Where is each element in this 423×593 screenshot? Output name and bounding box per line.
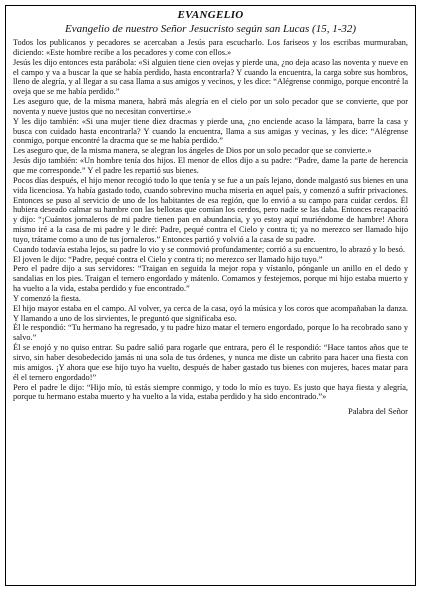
paragraph: Él le respondió: “Tu hermano ha regresado, y tu padre hizo matar el ternero engordado, porque lo ha recobrado sano y salvo.” xyxy=(13,323,408,343)
page-title: EVANGELIO xyxy=(177,9,244,21)
paragraph: Él se enojó y no quiso entrar. Su padre salió para rogarle que entrara, pero él le respondió: “Hace tantos años que te sirvo, sin haber desobedecido jamás ni una sola de tus órdenes, y nunca me diste un cabrito para hacer una fiesta con mis amigos. ¡Y ahora que ese hijo tuyo ha vuelto, después de haber gastado tus bienes con mujeres, haces matar para él el ternero engordado!” xyxy=(13,343,408,382)
paragraph: Pero el padre le dijo: “Hijo mío, tú estás siempre conmigo, y todo lo mío es tuyo. Es justo que haya fiesta y alegría, porque tu hermano estaba muerto y ha vuelto a la vida, estaba perdido y ha sido encontrado.”» xyxy=(13,382,408,402)
reading-body xyxy=(13,38,408,402)
closing-acclamation: Palabra del Señor xyxy=(348,406,408,417)
paragraph: Les aseguro que, de la misma manera, habrá más alegría en el cielo por un solo pecador que se convierte, que por noventa y nueve justos que no necesitan convertirse.» xyxy=(13,97,408,116)
paragraph: Les aseguro que, de la misma manera, se alegran los ángeles de Dios por un solo pecador que se convierte.» xyxy=(13,146,372,156)
paragraph: Jesús dijo también: «Un hombre tenía dos hijos. El menor de ellos dijo a su padre: “Padre, dame la parte de herencia que me corresponde.” Y el padre les repartió sus bienes. xyxy=(13,156,408,175)
paragraph: Y comenzó la fiesta. xyxy=(13,293,81,303)
reading-reference: Evangelio de nuestro Señor Jesucristo según san Lucas (15, 1-32) xyxy=(64,23,357,35)
paragraph: Pocos días después, el hijo menor recogió todo lo que tenía y se fue a un país lejano, donde malgastó sus bienes en una vida licenciosa. Ya había gastado todo, cuando sobrevino mucha miseria en aquel país, y comenzó a sufrir privaciones. Entonces se puso al servicio de uno de los habitantes de esa región, que lo envió a su campo para cuidar cerdos. Él hubiera deseado calmar su hambre con las bellotas que comían los cerdos, pero nadie se las daba. Entonces recapacitó y dijo: “¡Cuántos jornaleros de mi padre tienen pan en abundancia, y yo estoy aquí muriéndome de hambre! Ahora mismo iré a la casa de mi padre y le diré: Padre, pequé contra el Cielo y contra ti; ya no merezco ser llamado hijo tuyo, trátame como a uno de tus jornaleros.” Entonces partió y volvió a la casa de su padre. xyxy=(13,175,408,244)
gospel-reading-card xyxy=(5,5,416,586)
paragraph: El joven le dijo: “Padre, pequé contra el Cielo y contra ti; no merezco ser llamado hijo tuyo.” xyxy=(13,254,323,264)
paragraph: Cuando todavía estaba lejos, su padre lo vio y se conmovió profundamente; corrió a su encuentro, lo abrazó y lo besó. xyxy=(13,244,405,254)
paragraph: Pero el padre dijo a sus servidores: “Traigan en seguida la mejor ropa y vístanlo, pónganle un anillo en el dedo y sandalias en los pies. Traigan el ternero engordado y mátenlo. Comamos y festejemos, porque mi hijo estaba muerto y ha vuelto a la vida, estaba perdido y fue encontrado.” xyxy=(13,264,408,294)
paragraph: Jesús les dijo entonces esta parábola: «Si alguien tiene cien ovejas y pierde una, ¿no deja acaso las noventa y nueve en el campo y va a buscar la que se había perdido, hasta encontrarla? Y cuando la encuentra, la carga sobre sus hombros, lleno de alegría, y al llegar a su casa llama a sus amigos y vecinos, y les dice: “Alégrense conmigo, porque encontré la oveja que se me había perdido.” xyxy=(13,57,408,97)
paragraph: Todos los publicanos y pecadores se acercaban a Jesús para escucharlo. Los fariseos y los escribas murmuraban, diciendo: «Este hombre recibe a los pecadores y come con ellos.» xyxy=(13,38,408,57)
paragraph: Y les dijo también: «Si una mujer tiene diez dracmas y pierde una, ¿no enciende acaso la lámpara, barre la casa y busca con cuidado hasta encontrarla? Y cuando la encuentra, llama a sus amigas y vecinas, y les dice: “Alégrense conmigo, porque encontré la dracma que se me había perdido.” xyxy=(13,116,408,146)
paragraph: El hijo mayor estaba en el campo. Al volver, ya cerca de la casa, oyó la música y los coros que acompañaban la danza. Y llamando a uno de los sirvientes, le preguntó que significaba eso. xyxy=(13,303,408,323)
